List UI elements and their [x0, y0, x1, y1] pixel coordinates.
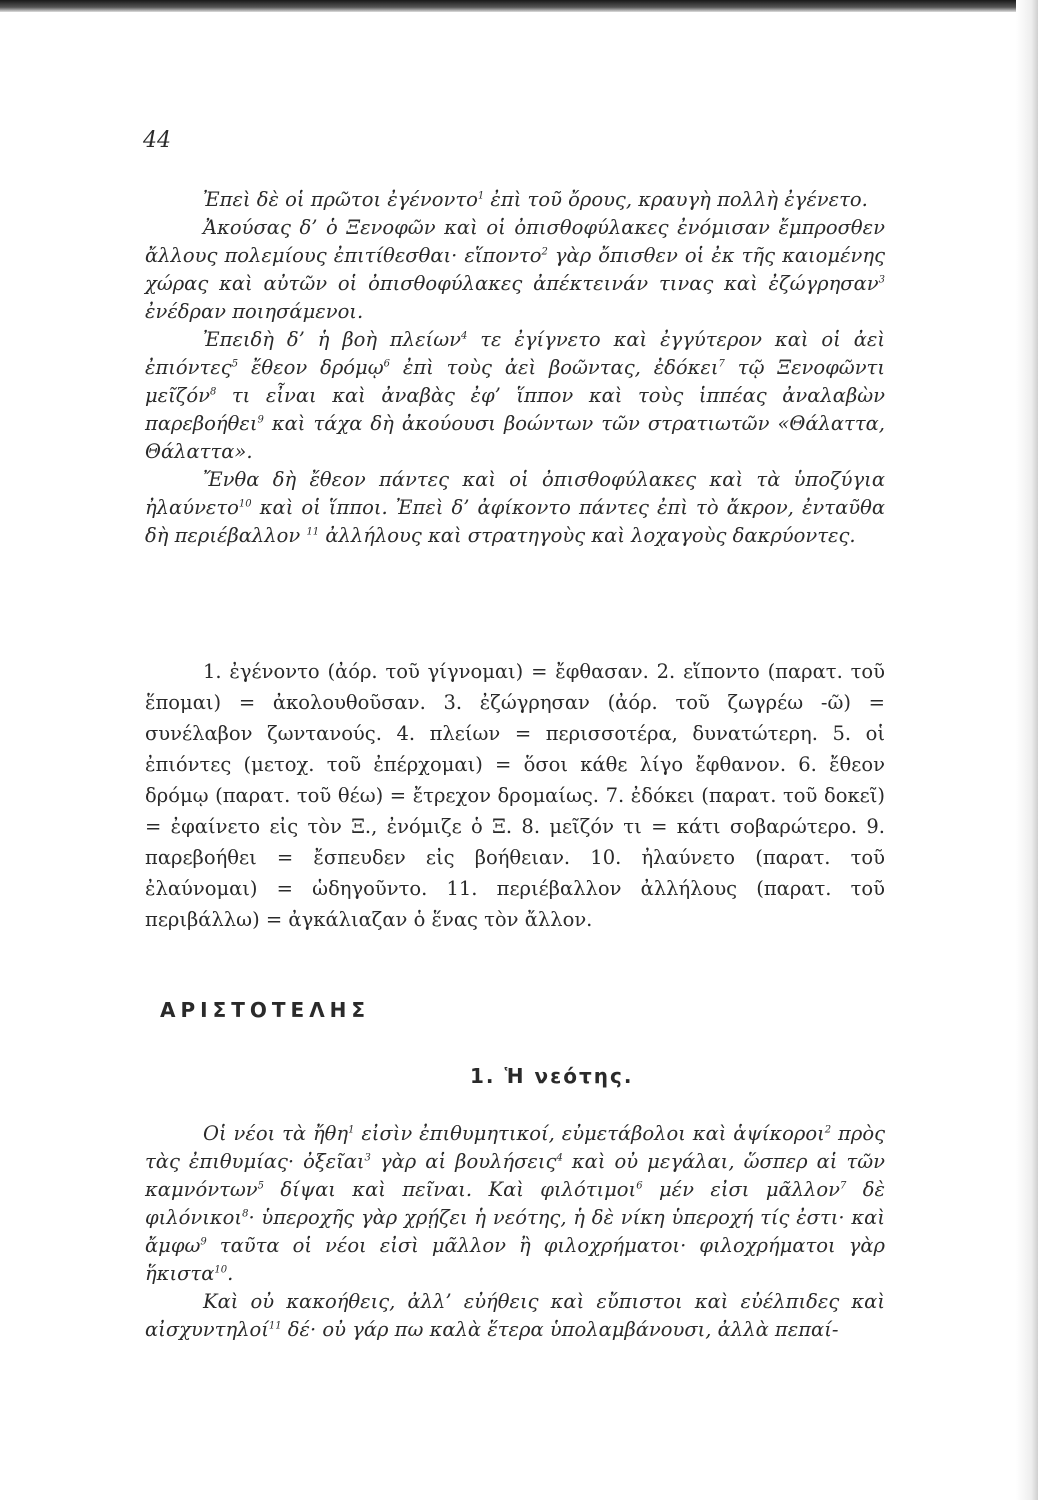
- footnote-marker: 3: [364, 1152, 371, 1164]
- footnote-marker: 1: [477, 190, 485, 202]
- text-run: καὶ οἱ ἵπποι. Ἐπεὶ δ’ ἀφίκοντο πάντες ἐπὶ τὸ ἄκρον, ἐνταῦθα δὴ περιέβαλλον: [145, 496, 885, 547]
- footnote-marker: 8: [242, 1208, 249, 1220]
- text-run: δέ· οὐ γάρ πω καλὰ ἕτερα ὑπολαμβάνουσι, ἀλλὰ πεπαί-: [281, 1318, 839, 1341]
- text-run: μέν εἰσι μᾶλλον: [642, 1178, 841, 1201]
- passage-paragraph: [145, 1120, 885, 1288]
- passage-paragraph: [145, 1288, 885, 1344]
- text-run: τε ἐγίγνετο καὶ ἐγγύτερον καὶ οἱ ἀεὶ ἐπιόντες: [145, 328, 885, 379]
- footnotes-text: 1. ἐγένοντο (ἀόρ. τοῦ γίγνομαι) = ἔφθασαν. 2. εἵποντο (παρατ. τοῦ ἕπομαι) = ἀκολουθοῦσαν. 3. ἐζώγρησαν (ἀόρ. τοῦ ζωγρέω -ῶ) = συνέλαβον ζωντανούς. 4. πλείων = περισσοτέρα, δυνατώτερη. 5. οἱ ἐπιόντες (μετοχ. τοῦ ἐπέρχομαι) = ὅσοι κάθε λίγο ἔφθανον. 6. ἔθεον δρόμῳ (παρατ. τοῦ θέω) = ἔτρεχον δρομαίως. 7. ἐδόκει (παρατ. τοῦ δοκεῖ) = ἐφαίνετο εἰς τὸν Ξ., ἐνόμιζε ὁ Ξ. 8. μεῖζόν τι = κάτι σοβαρώτερο. 9. παρεβοήθει = ἔσπευδεν εἰς βοήθειαν. 10. ἠλαύνετο (παρατ. τοῦ ἐλαύνομαι) = ὡδηγοῦντο. 11. περιέβαλλον ἀλλήλους (παρατ. τοῦ περιβάλλω) = ἀγκάλιαζαν ὁ ἕνας τὸν ἄλλον.: [145, 660, 885, 931]
- footnote-marker: 4: [556, 1152, 563, 1164]
- footnote-marker: 2: [824, 1124, 832, 1136]
- footnote-marker: 5: [257, 1180, 264, 1192]
- text-run: ἀλλήλους καὶ στρατηγοὺς καὶ λοχαγοὺς δακρύοντες.: [319, 524, 856, 547]
- text-run: δίψαι καὶ πεῖναι. Καὶ φιλότιμοι: [264, 1178, 637, 1201]
- passage-paragraph: [145, 326, 885, 466]
- footnote-marker: 9: [200, 1236, 207, 1248]
- text-run: ἐπὶ τοὺς ἀεὶ βοῶντας, ἐδόκει: [389, 356, 719, 379]
- text-run: γὰρ αἱ βουλήσεις: [370, 1150, 557, 1173]
- text-run: Ἔνθα δὴ ἔθεον πάντες καὶ οἱ ὀπισθοφύλακες καὶ τὰ ὑποζύγια ἠλαύνετο: [145, 468, 885, 519]
- text-run: δὲ φιλόνικοι: [145, 1178, 886, 1229]
- chapter-title: 1. Ἡ νεότης.: [470, 1064, 634, 1088]
- footnote-marker: 7: [840, 1180, 847, 1192]
- passage-paragraph: [145, 466, 885, 550]
- text-run: · ὑπεροχῆς γὰρ χρῄζει ἡ νεότης, ἡ δὲ νίκη ὑπεροχή τίς ἐστι· καὶ ἄμφω: [145, 1206, 885, 1257]
- author-heading: ΑΡΙΣΤΟΤΕΛΗΣ: [160, 998, 371, 1022]
- footnote-marker: 9: [257, 414, 264, 426]
- passage-xenophon: [145, 186, 885, 550]
- footnote-marker: 10: [238, 498, 252, 510]
- text-run: εἰσὶν ἐπιθυμητικοί, εὐμετάβολοι καὶ ἁψίκοροι: [354, 1122, 825, 1145]
- footnote-marker: 6: [383, 358, 390, 370]
- text-run: τι εἶναι καὶ ἀναβὰς ἐφ’ ἵππον καὶ τοὺς ἱππέας ἀναλαβὼν παρεβοήθει: [145, 384, 885, 435]
- text-run: καὶ τάχα δὴ ἀκούουσι βοώντων τῶν στρατιωτῶν «Θάλαττα, Θάλαττα».: [145, 412, 885, 463]
- footnote-marker: 11: [268, 1320, 282, 1332]
- text-run: ταῦτα οἱ νέοι εἰσὶ μᾶλλον ἢ φιλοχρήματοι· φιλοχρήματοι γὰρ ἥκιστα: [145, 1234, 885, 1285]
- text-run: Οἱ νέοι τὰ ἤθη: [203, 1122, 349, 1145]
- footnote-marker: 7: [718, 358, 725, 370]
- footnote-marker: 10: [214, 1264, 228, 1276]
- passage-aristotle: [145, 1120, 885, 1344]
- footnotes: [145, 656, 885, 935]
- footnote-marker: 8: [209, 386, 217, 398]
- text-run: Ἐπειδὴ δ’ ἡ βοὴ πλείων: [203, 328, 461, 351]
- text-run: ἐνέδραν ποιησάμενοι.: [145, 300, 364, 323]
- footnote-marker: 2: [541, 246, 548, 258]
- text-run: τῷ Ξενοφῶντι μεῖζόν: [145, 356, 885, 407]
- text-run: Ἀκούσας δ’ ὁ Ξενοφῶν καὶ οἱ ὀπισθοφύλακες ἐνόμισαν ἔμπροσθεν ἄλλους πολεμίους ἐπιτίθεσθαι· εἵποντο: [145, 216, 885, 267]
- page-number: 44: [143, 128, 171, 153]
- footnote-marker: 11: [306, 526, 320, 538]
- text-run: Ἐπεὶ δὲ οἱ πρῶτοι ἐγένοντο: [203, 188, 478, 211]
- footnote-marker: 4: [460, 330, 468, 342]
- text-run: ἔθεον δρόμῳ: [238, 356, 384, 379]
- text-run: ἐπὶ τοῦ ὄρους, κραυγὴ πολλὴ ἐγένετο.: [484, 188, 868, 211]
- footnote-marker: 1: [348, 1124, 355, 1136]
- scan-top-edge: [0, 0, 1038, 12]
- passage-paragraph: [145, 214, 885, 326]
- passage-paragraph: [145, 186, 885, 214]
- text-run: πρὸς τὰς ἐπιθυμίας· ὀξεῖαι: [145, 1122, 885, 1173]
- text-run: Καὶ οὐ κακοήθεις, ἀλλ’ εὐήθεις καὶ εὔπιστοι καὶ εὐέλπιδες καὶ αἰσχυντηλοί: [145, 1290, 885, 1341]
- scan-page-gutter: [1016, 0, 1038, 1500]
- text-run: καὶ οὐ μεγάλαι, ὥσπερ αἱ τῶν καμνόντων: [145, 1150, 885, 1201]
- text-run: γὰρ ὄπισθεν οἱ ἐκ τῆς καιομένης χώρας καὶ αὐτῶν οἱ ὀπισθοφύλακες ἀπέκτεινάν τινας καὶ ἐζώγρησαν: [145, 244, 886, 295]
- footnote-marker: 6: [636, 1180, 643, 1192]
- footnote-marker: 5: [231, 358, 239, 370]
- footnote-marker: 3: [878, 274, 885, 286]
- text-run: .: [227, 1262, 234, 1285]
